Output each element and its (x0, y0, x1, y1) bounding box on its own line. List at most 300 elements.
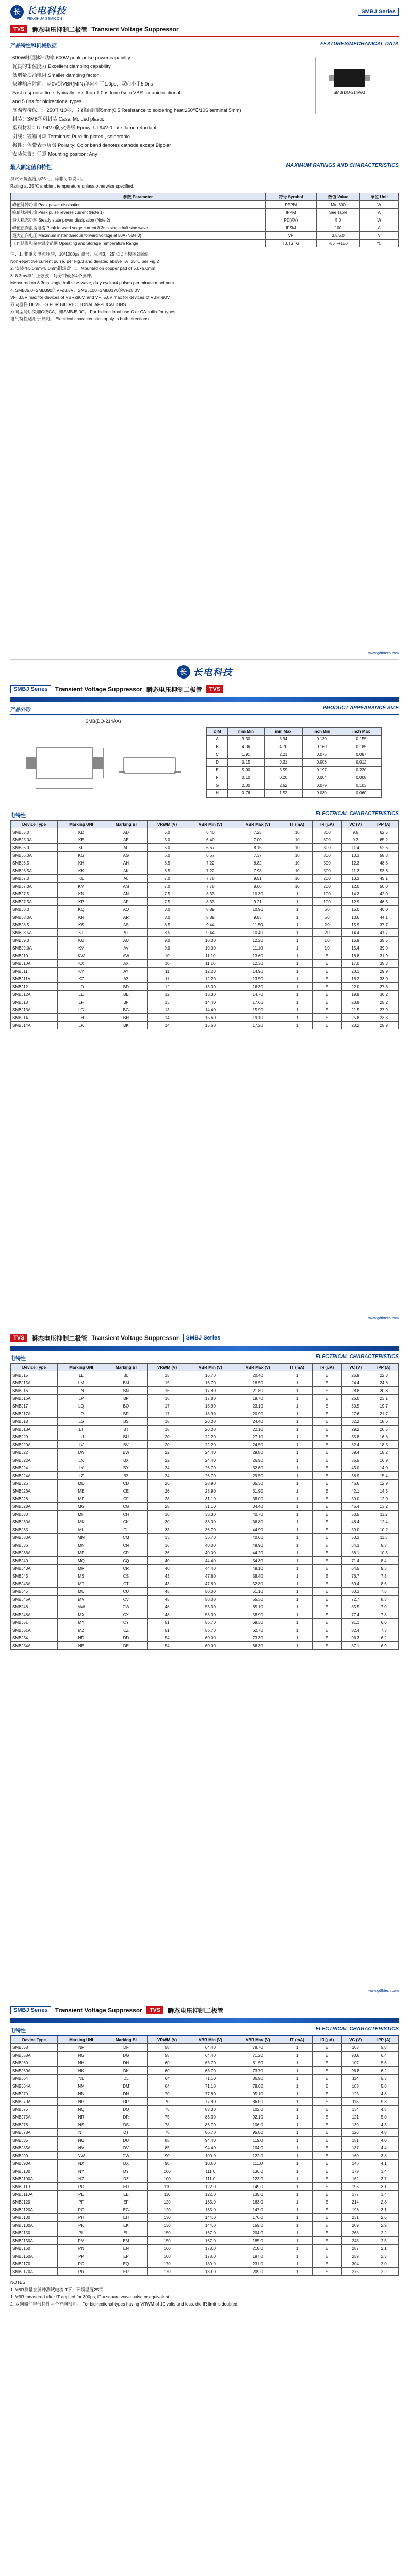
table-cell: 40 (147, 1565, 187, 1572)
feature-item: 极性：色带表示负极 Polarity: Color band denotes cathode except Bipolar (12, 143, 171, 148)
device-row (11, 1426, 399, 1433)
table-cell: 18.2 (342, 975, 369, 983)
table-cell: 800 (313, 828, 342, 836)
column-header: IT (mA) (282, 1364, 313, 1371)
table-cell: MZ (57, 1626, 105, 1634)
device-row (11, 1596, 399, 1603)
note-line: 1. VBR测量在脉冲测试电流IT下，环境温度25℃ (10, 2287, 103, 2292)
table-cell: 17 (147, 1402, 187, 1410)
table-cell: EM (105, 2237, 147, 2245)
table-cell: 2.62 (264, 782, 302, 789)
table-cell: KE (57, 836, 105, 844)
table-cell: 5 (313, 2214, 342, 2222)
table-cell: 5 (313, 1022, 342, 1029)
table-cell: 114 (342, 2075, 369, 2082)
table-cell: SMBJ48A (11, 1611, 58, 1619)
elec-notes (10, 2279, 399, 2308)
table-cell: 2.1 (369, 2245, 399, 2252)
table-cell: SMBJ15A (11, 1379, 58, 1387)
table-cell: MY (57, 1619, 105, 1626)
table-cell: 80.3 (342, 1588, 369, 1596)
table-cell: 120 (147, 2198, 187, 2206)
table-cell: 7.5 (147, 898, 187, 906)
table-cell: NM (57, 2082, 105, 2090)
table-cell: PPPM (265, 201, 316, 209)
table-cell: 24 (147, 1464, 187, 1472)
table-cell: 36 (147, 1541, 187, 1549)
column-header: IPP (A) (369, 1364, 399, 1371)
table-cell: SMBJ10 (11, 952, 58, 960)
table-cell: 5.0 (147, 828, 187, 836)
table-cell: 5 (313, 1379, 342, 1387)
table-cell: SMBJ130 (11, 2214, 58, 2222)
column-header: VRWM (V) (147, 1364, 187, 1371)
table-cell: 122.0 (234, 2152, 282, 2160)
table-cell: 1 (282, 890, 313, 898)
table-cell: 56.70 (187, 1619, 234, 1626)
table-cell: 1 (282, 1518, 313, 1526)
table-cell: LU (57, 1433, 105, 1441)
brand-logo (10, 4, 66, 21)
device-row (11, 836, 399, 844)
device-row (11, 2198, 399, 2206)
table-cell: 2.00 (228, 782, 265, 789)
device-row (11, 944, 399, 952)
table-cell: 7.98 (234, 867, 282, 875)
table-cell: MU (57, 1588, 105, 1596)
table-cell: 10.90 (234, 906, 282, 913)
table-cell: 1 (282, 898, 313, 906)
table-cell: 800 (313, 852, 342, 859)
table-cell: 60.00 (187, 1634, 234, 1642)
sheet-4 (10, 2005, 399, 2576)
table-cell: 16.70 (187, 1371, 234, 1379)
column-header: IR (μA) (313, 821, 342, 828)
table-cell: 47.80 (187, 1572, 234, 1580)
device-row (11, 1626, 399, 1634)
table-cell: 16.9 (342, 937, 369, 944)
table-cell: NK (57, 2067, 105, 2075)
table-cell: 5 (313, 2152, 342, 2160)
table-cell: 6.9 (369, 1642, 399, 1650)
table-cell: 0.087 (341, 751, 381, 758)
table-cell: 5 (313, 1395, 342, 1402)
elec-title-cn: 电特性 (10, 1356, 26, 1362)
note-line: 2. 双向器件电气特性两个方向相同。 For bidirectional types having VRWM of 10 volts and less, the IR limit is doubled. (10, 2301, 239, 2307)
table-cell: SMBJ45 (11, 1588, 58, 1596)
table-cell: 40.00 (187, 1541, 234, 1549)
dimension-row (207, 743, 382, 751)
table-cell: 100 (316, 224, 359, 232)
table-cell: CY (105, 1619, 147, 1626)
table-cell: 12.9 (369, 1480, 399, 1487)
table-cell: 20 (313, 929, 342, 937)
device-row (11, 2191, 399, 2198)
table-cell: 7.78 (187, 883, 234, 890)
device-row (11, 991, 399, 998)
device-row (11, 2090, 399, 2098)
table-cell: EP (105, 2252, 147, 2260)
table-cell: 1 (282, 1472, 313, 1480)
column-header: IT (mA) (282, 821, 313, 828)
table-cell: 1 (282, 1511, 313, 1518)
table-cell: 14.40 (187, 1006, 234, 1014)
table-cell: 17.20 (234, 1022, 282, 1029)
table-cell: 15.90 (234, 1006, 282, 1014)
table-cell: 24.50 (234, 1441, 282, 1449)
table-cell: SMBJ150A (11, 2237, 58, 2245)
table-cell: CR (105, 1565, 147, 1572)
table-cell: 5 (313, 1541, 342, 1549)
table-cell: 59.0 (342, 1526, 369, 1534)
table-cell: BU (105, 1433, 147, 1441)
table-cell: 15.2 (369, 1449, 399, 1456)
table-cell: 5 (313, 1611, 342, 1619)
table-cell: SMBJ58A (11, 2052, 58, 2059)
device-row (11, 2144, 399, 2152)
table-cell: PD(AV) (265, 216, 316, 224)
table-cell: DM (105, 2082, 147, 2090)
table-cell: 50 (313, 913, 342, 921)
table-cell: SMBJ160A (11, 2252, 58, 2260)
device-row (11, 929, 399, 937)
table-cell: 10 (282, 836, 313, 844)
table-cell: CD (105, 1480, 147, 1487)
table-cell: SMBJ8.0A (11, 913, 58, 921)
table-cell: ℃ (360, 240, 399, 247)
table-cell: LD (57, 983, 105, 991)
column-header: Marking BI (105, 2036, 147, 2044)
column-header: inch Min (302, 727, 341, 735)
series-label: SMBJ Series (10, 685, 51, 693)
table-cell: 94.40 (187, 2144, 234, 2152)
table-cell: 1 (282, 2167, 313, 2175)
table-cell: 70 (147, 2098, 187, 2106)
table-cell: 78.70 (234, 2044, 282, 2052)
table-cell: BY (105, 1464, 147, 1472)
device-row (11, 2237, 399, 2245)
table-cell: 48 (147, 1611, 187, 1619)
table-cell: 29.9 (369, 968, 399, 975)
device-row (11, 998, 399, 1006)
table-cell: 5.8 (369, 2044, 399, 2052)
table-cell: KN (57, 890, 105, 898)
table-cell: 16 (147, 1387, 187, 1395)
table-cell: 170 (147, 2260, 187, 2268)
table-cell: 54.30 (234, 1557, 282, 1565)
table-cell: 24 (147, 1472, 187, 1480)
table-cell: SMBJ7.0A (11, 883, 58, 890)
table-cell: 38.00 (234, 1495, 282, 1503)
package-label: SMB(DO-214AA) (333, 90, 365, 95)
table-cell: SMBJ6.5A (11, 867, 58, 875)
table-cell: 33.30 (187, 1511, 234, 1518)
table-cell: 39.4 (342, 1449, 369, 1456)
table-cell: 53.5 (342, 1511, 369, 1518)
table-cell: 20.1 (342, 968, 369, 975)
table-cell: 6.5 (147, 867, 187, 875)
table-cell: 1 (282, 2191, 313, 2198)
header (10, 0, 399, 24)
table-cell: 43 (147, 1580, 187, 1588)
table-cell: 5 (313, 2206, 342, 2214)
table-cell: 1 (282, 2152, 313, 2160)
table-cell: 13.30 (187, 991, 234, 998)
table-cell: CF (105, 1495, 147, 1503)
table-cell: 10 (313, 937, 342, 944)
table-cell: 4.0 (369, 2137, 399, 2144)
table-cell: 8.0 (147, 913, 187, 921)
table-cell: 18 (147, 1426, 187, 1433)
table-cell: 5 (313, 1449, 342, 1456)
table-cell: SMBJ24 (11, 1464, 58, 1472)
table-cell: 65.10 (234, 1603, 282, 1611)
elec-table-1 (10, 820, 399, 1029)
table-cell: 10 (282, 859, 313, 867)
table-cell: 3.7 (369, 2175, 399, 2183)
table-cell: 1 (282, 1603, 313, 1611)
table-cell: 0.76 (228, 789, 265, 797)
table-cell: 5 (313, 2067, 342, 2075)
ratings-row (11, 216, 399, 224)
table-cell: 5.6 (369, 2059, 399, 2067)
table-cell: 31.90 (234, 1487, 282, 1495)
table-cell: SMBJ6.0 (11, 844, 58, 852)
title-cn: 瞬态电压抑制二极管 (168, 2007, 224, 2014)
table-cell: SMBJ8.5 (11, 921, 58, 929)
table-cell: 5 (313, 1642, 342, 1650)
table-cell: 275 (342, 2268, 369, 2276)
table-cell: 10.3 (369, 1549, 399, 1557)
table-cell: 44.40 (187, 1565, 234, 1572)
table-cell: 35.3 (369, 960, 399, 968)
table-cell: 1 (282, 2090, 313, 2098)
table-cell: 1 (282, 1006, 313, 1014)
device-row (11, 2152, 399, 2160)
table-cell: 1 (282, 1580, 313, 1588)
table-cell: 50.00 (187, 1596, 234, 1603)
series-label: SMBJ Series (358, 8, 399, 16)
table-cell: 5 (313, 1433, 342, 1441)
table-cell: 53.3 (342, 1534, 369, 1541)
table-cell: 1 (282, 2260, 313, 2268)
table-cell: LZ (57, 1472, 105, 1480)
table-cell: 21.7 (369, 1410, 399, 1418)
table-cell: 102.0 (234, 2106, 282, 2113)
table-cell: 27.9 (369, 1006, 399, 1014)
table-cell: 78 (147, 2121, 187, 2129)
table-cell: 6.4 (369, 2052, 399, 2059)
table-cell: 2.3 (369, 2252, 399, 2260)
table-cell: 5 (313, 1480, 342, 1487)
table-cell: D (207, 758, 228, 766)
table-cell: 1 (282, 2082, 313, 2090)
table-cell: 13.3 (342, 875, 369, 883)
device-row (11, 1449, 399, 1456)
table-cell: 0.030 (302, 789, 341, 797)
table-cell: SMBJ110 (11, 2183, 58, 2191)
table-cell: 2.6 (369, 2214, 399, 2222)
table-cell: 71.10 (187, 2082, 234, 2090)
table-cell: 64.5 (342, 1565, 369, 1572)
table-cell: 147.0 (234, 2206, 282, 2214)
table-cell: 10 (282, 875, 313, 883)
table-cell: 0.060 (341, 789, 381, 797)
table-cell: 11.10 (187, 952, 234, 960)
device-row (11, 2206, 399, 2214)
table-cell: 11.2 (342, 867, 369, 875)
brand-sub: FENGHUA SEMICON (27, 16, 62, 21)
title-en: Transient Voltage Suppressor (55, 686, 142, 693)
dimension-row (207, 766, 382, 774)
table-cell: 5 (313, 1464, 342, 1472)
table-cell: 18.5 (369, 1441, 399, 1449)
table-cell: SMBJ120A (11, 2206, 58, 2214)
table-cell: 82.4 (342, 1626, 369, 1634)
table-cell: W (360, 216, 399, 224)
table-cell: 22 (147, 1449, 187, 1456)
device-row (11, 1557, 399, 1565)
table-cell: MH (57, 1511, 105, 1518)
brand-name: 长电科技 (27, 5, 66, 16)
device-row (11, 1022, 399, 1029)
ratings-note (10, 175, 399, 190)
table-cell: 6.0 (147, 852, 187, 859)
features-title-en: FEATURES/MECHANICAL DATA (320, 41, 399, 47)
table-cell: 9.44 (187, 921, 234, 929)
table-cell: 15.60 (187, 1022, 234, 1029)
table-cell: 25.9 (369, 1022, 399, 1029)
table-cell: 1 (282, 2268, 313, 2276)
table-cell: SMBJ5.0 (11, 828, 58, 836)
table-cell: 15.0 (342, 906, 369, 913)
table-cell: 500 (313, 867, 342, 875)
table-cell: SMBJ110A (11, 2191, 58, 2198)
table-cell: BS (105, 1418, 147, 1426)
table-cell: 11.3 (369, 1534, 399, 1541)
table-cell: 100 (313, 890, 342, 898)
table-cell: LX (57, 1456, 105, 1464)
table-cell: 56.70 (187, 1626, 234, 1634)
table-cell: EQ (105, 2260, 147, 2268)
table-cell: 70 (147, 2090, 187, 2098)
table-cell: 6.5 (147, 859, 187, 867)
table-cell: 32.4 (342, 1441, 369, 1449)
table-cell: AT (105, 929, 147, 937)
device-row (11, 859, 399, 867)
table-cell: 22.0 (342, 983, 369, 991)
ratings-title-cn: 最大额定值和特性 (10, 165, 52, 171)
table-cell: 111.0 (187, 2167, 234, 2175)
table-cell: 5 (313, 2268, 342, 2276)
table-cell: ND (57, 1634, 105, 1642)
table-cell: F (207, 774, 228, 782)
table-cell: 231.0 (234, 2260, 282, 2268)
table-cell: 20.90 (234, 1410, 282, 1418)
table-cell: 50.0 (369, 883, 399, 890)
table-cell: CH (105, 1511, 147, 1518)
table-cell: 11 (147, 968, 187, 975)
table-cell: 50.00 (187, 1588, 234, 1596)
table-cell: 81.50 (234, 2059, 282, 2067)
table-cell: 5 (313, 1418, 342, 1426)
table-cell: 8.33 (187, 890, 234, 898)
table-cell: 218.0 (234, 2245, 282, 2252)
table-cell: KU (57, 937, 105, 944)
column-header: VRWM (V) (147, 2036, 187, 2044)
table-cell: LS (57, 1418, 105, 1426)
table-cell: 1 (282, 952, 313, 960)
table-cell: EE (105, 2191, 147, 2198)
table-cell: 5 (313, 1572, 342, 1580)
table-cell: 5 (313, 2245, 342, 2252)
table-cell: 287 (342, 2245, 369, 2252)
table-cell: 8.89 (187, 913, 234, 921)
device-row (11, 1379, 399, 1387)
table-cell: DD (105, 1634, 147, 1642)
table-cell: SMBJ14A (11, 1022, 58, 1029)
table-cell: 10 (147, 960, 187, 968)
ratings-notes (10, 250, 399, 323)
table-cell: 5 (313, 2191, 342, 2198)
table-cell: 20 (313, 921, 342, 929)
table-cell: AH (105, 859, 147, 867)
table-cell: 104.0 (234, 2144, 282, 2152)
table-cell: 0.31 (264, 758, 302, 766)
device-row (11, 2183, 399, 2191)
table-cell: 1 (282, 1495, 313, 1503)
table-cell: 1 (282, 2222, 313, 2229)
table-cell: 62.70 (234, 1626, 282, 1634)
table-cell: 149.0 (234, 2183, 282, 2191)
table-cell: 23.1 (369, 1395, 399, 1402)
device-row (11, 1387, 399, 1395)
table-cell: V (360, 232, 399, 240)
table-cell: 19.7 (369, 1402, 399, 1410)
table-cell: 5 (313, 998, 342, 1006)
table-cell: KG (57, 852, 105, 859)
table-cell: 44.90 (234, 1526, 282, 1534)
elec-title-cn: 电特性 (10, 2028, 26, 2034)
table-cell: 33.30 (187, 1518, 234, 1526)
table-cell: 1 (282, 1410, 313, 1418)
table-cell: KP (57, 898, 105, 906)
table-cell: SMBJ16 (11, 1387, 58, 1395)
table-cell: 150 (147, 2237, 187, 2245)
table-cell: 14.90 (234, 968, 282, 975)
series-label: SMBJ Series (183, 1334, 224, 1342)
table-cell: 36.70 (187, 1526, 234, 1534)
footer-url: www.gdfhtech.com (368, 1317, 399, 1320)
table-cell: EN (105, 2245, 147, 2252)
table-cell: 4.3 (369, 2121, 399, 2129)
table-cell: LK (57, 1022, 105, 1029)
dimension-row (207, 782, 382, 789)
table-cell: 5.0 (316, 216, 359, 224)
table-cell: PN (57, 2245, 105, 2252)
sheet-1 (10, 0, 399, 660)
feature-item: 安装位置：任意 Mounting position: Any (12, 151, 97, 157)
table-cell: MK (57, 1518, 105, 1526)
table-cell: KX (57, 960, 105, 968)
table-cell: 8.3 (369, 1596, 399, 1603)
table-cell: 58.3 (369, 852, 399, 859)
device-row (11, 2160, 399, 2167)
table-cell: W (360, 201, 399, 209)
device-row (11, 890, 399, 898)
device-row (11, 2252, 399, 2260)
table-cell: LP (57, 1395, 105, 1402)
